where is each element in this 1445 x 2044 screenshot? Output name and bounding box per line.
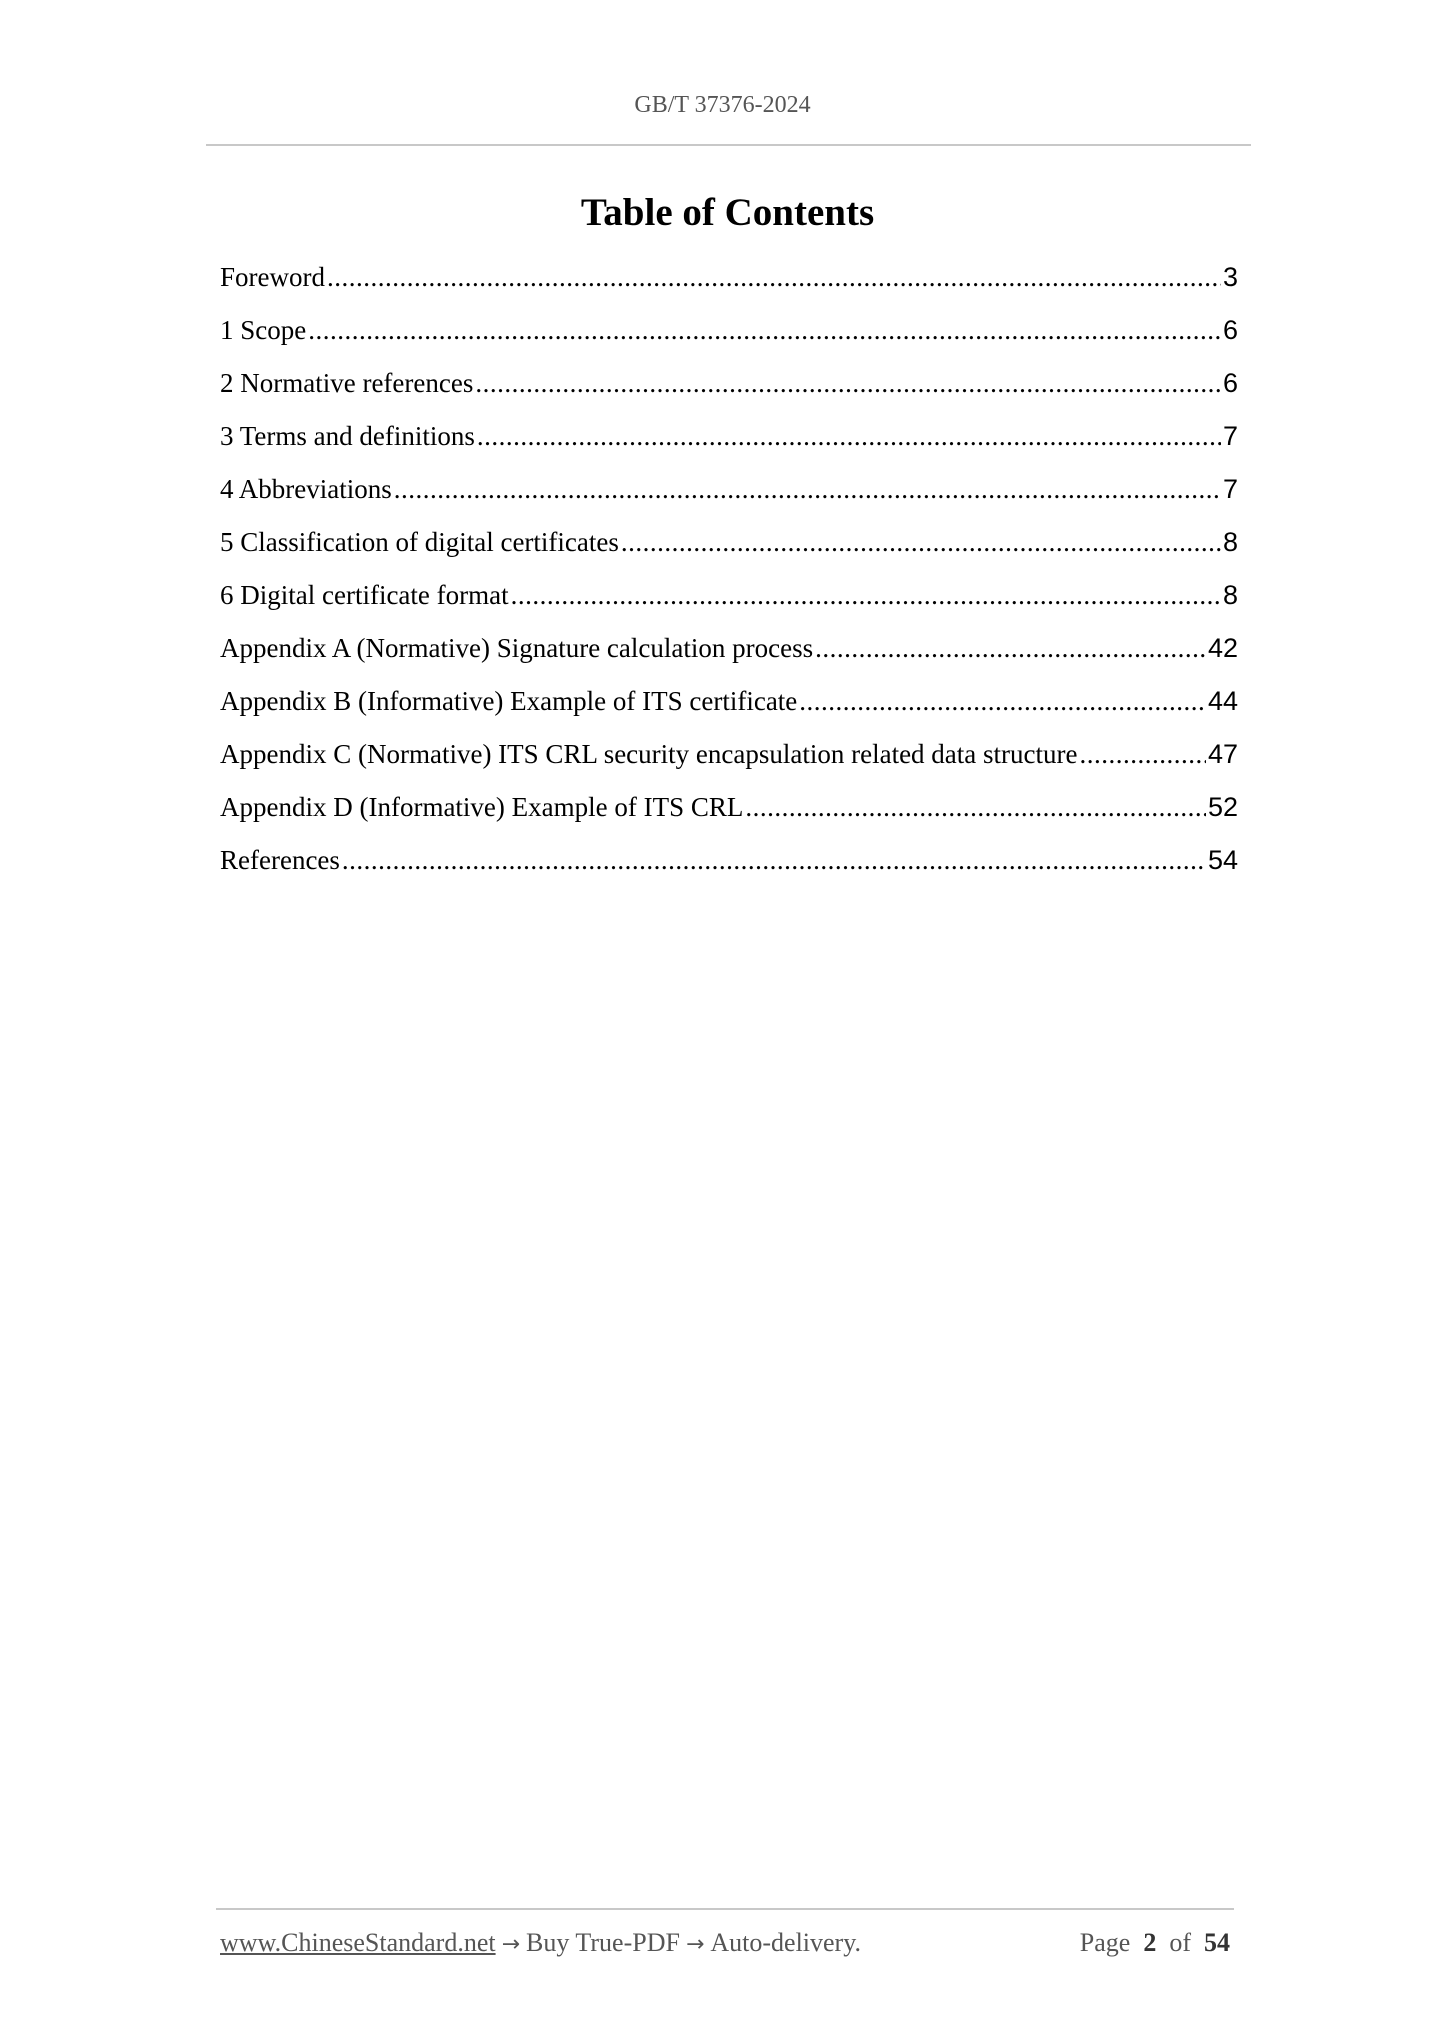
dot-leader — [394, 474, 1221, 505]
toc-entry-label: Foreword — [220, 262, 325, 292]
dot-leader — [511, 580, 1221, 611]
footer-divider — [216, 1908, 1234, 1910]
toc-entry-label: Appendix B (Informative) Example of ITS certificate — [220, 686, 798, 716]
footer-promo — [220, 1928, 861, 1958]
toc-list — [220, 262, 1238, 898]
dot-leader — [475, 368, 1221, 399]
toc-entry-page: 3 — [1222, 262, 1238, 292]
dot-leader — [745, 792, 1206, 823]
toc-entry-page: 54 — [1207, 845, 1238, 875]
page-number — [1080, 1928, 1230, 1958]
dot-leader — [799, 686, 1206, 717]
toc-entry-label: 2 Normative references — [220, 368, 474, 398]
dot-leader — [477, 421, 1221, 452]
toc-entry-appendix-a[interactable] — [220, 633, 1238, 686]
toc-entry-label: Appendix D (Informative) Example of ITS CRL — [220, 792, 744, 822]
toc-entry-label: 1 Scope — [220, 315, 307, 345]
toc-entry-scope[interactable] — [220, 315, 1238, 368]
dot-leader — [1080, 739, 1206, 770]
page-label: Page — [1079, 1928, 1131, 1957]
toc-entry-page: 6 — [1222, 315, 1238, 345]
toc-entry-label: Appendix C (Normative) ITS CRL security encapsulation related data structure — [220, 739, 1078, 769]
toc-title: Table of Contents — [580, 191, 875, 234]
toc-entry-classification[interactable] — [220, 527, 1238, 580]
toc-entry-label: 6 Digital certificate format — [220, 580, 509, 610]
site-link[interactable]: www.ChineseStandard.net — [220, 1928, 496, 1957]
toc-entry-page: 6 — [1222, 368, 1238, 398]
dot-leader — [327, 262, 1221, 293]
toc-entry-page: 47 — [1207, 739, 1238, 769]
toc-entry-foreword[interactable] — [220, 262, 1238, 315]
toc-entry-label: 5 Classification of digital certificates — [220, 527, 619, 557]
delivery-text: Auto-delivery. — [710, 1928, 862, 1957]
toc-entry-page: 7 — [1222, 421, 1238, 451]
page-current: 2 — [1143, 1928, 1157, 1957]
toc-entry-label: References — [220, 845, 340, 875]
toc-entry-page: 42 — [1207, 633, 1238, 663]
toc-entry-appendix-d[interactable] — [220, 792, 1238, 845]
toc-entry-label: 3 Terms and definitions — [220, 421, 475, 451]
toc-entry-appendix-b[interactable] — [220, 686, 1238, 739]
toc-entry-abbreviations[interactable] — [220, 474, 1238, 527]
dot-leader — [308, 315, 1221, 346]
toc-entry-page: 52 — [1207, 792, 1238, 822]
running-header: GB/T 37376-2024 — [634, 92, 811, 118]
toc-entry-normative-references[interactable] — [220, 368, 1238, 421]
header-divider — [206, 144, 1251, 146]
right-arrow-icon: → — [685, 1932, 705, 1957]
toc-entry-references[interactable] — [220, 845, 1238, 898]
toc-entry-page: 7 — [1222, 474, 1238, 504]
right-arrow-icon: → — [501, 1932, 521, 1957]
toc-entry-page: 44 — [1207, 686, 1238, 716]
dot-leader — [342, 845, 1206, 876]
toc-entry-label: Appendix A (Normative) Signature calculation process — [220, 633, 814, 663]
toc-entry-label: 4 Abbreviations — [220, 474, 392, 504]
page-of: of — [1169, 1928, 1191, 1957]
dot-leader — [621, 527, 1221, 558]
toc-entry-terms-and-definitions[interactable] — [220, 421, 1238, 474]
toc-entry-certificate-format[interactable] — [220, 580, 1238, 633]
dot-leader — [815, 633, 1206, 664]
buy-text: Buy True-PDF — [526, 1928, 680, 1957]
toc-entry-page: 8 — [1222, 580, 1238, 610]
page-total: 54 — [1204, 1928, 1230, 1957]
toc-entry-appendix-c[interactable] — [220, 739, 1238, 792]
toc-entry-page: 8 — [1222, 527, 1238, 557]
page-footer — [220, 1928, 1230, 1964]
